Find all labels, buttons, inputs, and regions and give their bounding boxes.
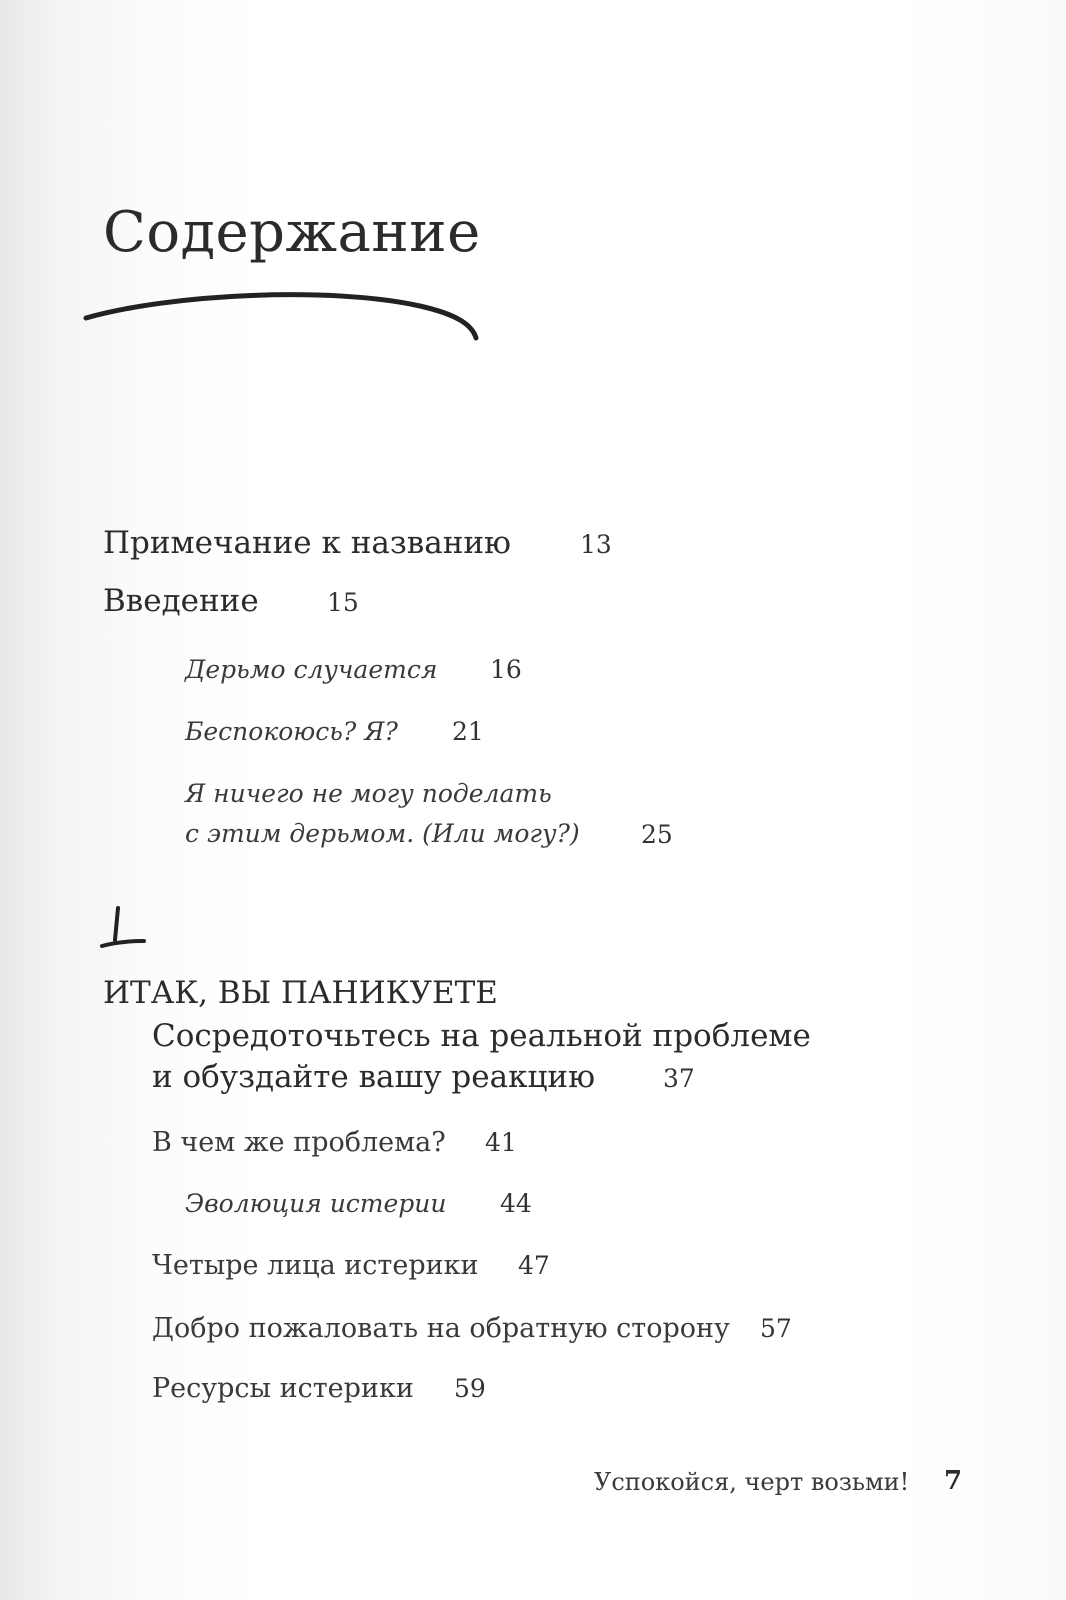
- running-footer-title: Успокойся, черт возьми!: [594, 1468, 910, 1496]
- toc-page-note: 13: [580, 530, 612, 559]
- title-underline-stroke: [80, 288, 490, 358]
- toc-entry-part1-item: Ресурсы истерики: [152, 1373, 414, 1404]
- toc-entry-intro-sub3-line2: с этим дерьмом. (Или могу?): [185, 819, 580, 848]
- page-number: 7: [944, 1466, 963, 1496]
- toc-page-part1-item: 44: [500, 1189, 532, 1218]
- toc-entry-note: Примечание к названию: [103, 525, 512, 561]
- toc-entry-part1-item: В чем же проблема?: [152, 1127, 446, 1158]
- toc-entry-intro-sub2: Беспокоюсь? Я?: [185, 717, 398, 746]
- toc-page-intro-sub1: 16: [490, 655, 522, 684]
- toc-page-part1-item: 59: [454, 1374, 486, 1403]
- toc-entry-part1-item: Добро пожаловать на обратную сторону: [152, 1313, 730, 1344]
- part-one-marker: [98, 900, 158, 955]
- toc-page-intro-sub3: 25: [641, 820, 673, 849]
- toc-part1-title: ИТАК, ВЫ ПАНИКУЕТЕ: [103, 975, 498, 1011]
- toc-part1-subtitle-line2: и обуздайте вашу реакцию: [152, 1059, 596, 1095]
- page-title: Содержание: [103, 200, 481, 265]
- toc-page-intro: 15: [327, 588, 359, 617]
- toc-entry-part1-item: Эволюция истерии: [185, 1189, 447, 1218]
- toc-page-part1-item: 47: [518, 1251, 550, 1280]
- toc-entry-part1-item: Четыре лица истерики: [152, 1250, 479, 1281]
- toc-page-intro-sub2: 21: [452, 717, 484, 746]
- toc-page-part1: 37: [663, 1064, 695, 1093]
- toc-entry-intro: Введение: [103, 583, 259, 619]
- toc-part1-subtitle-line1: Сосредоточьтесь на реальной проблеме: [152, 1018, 811, 1054]
- svg-text:1: 1: [98, 900, 99, 901]
- toc-entry-intro-sub1: Дерьмо случается: [185, 655, 438, 684]
- toc-page-part1-item: 57: [760, 1314, 792, 1343]
- toc-entry-intro-sub3-line1: Я ничего не могу поделать: [185, 779, 552, 808]
- toc-page-part1-item: 41: [485, 1128, 517, 1157]
